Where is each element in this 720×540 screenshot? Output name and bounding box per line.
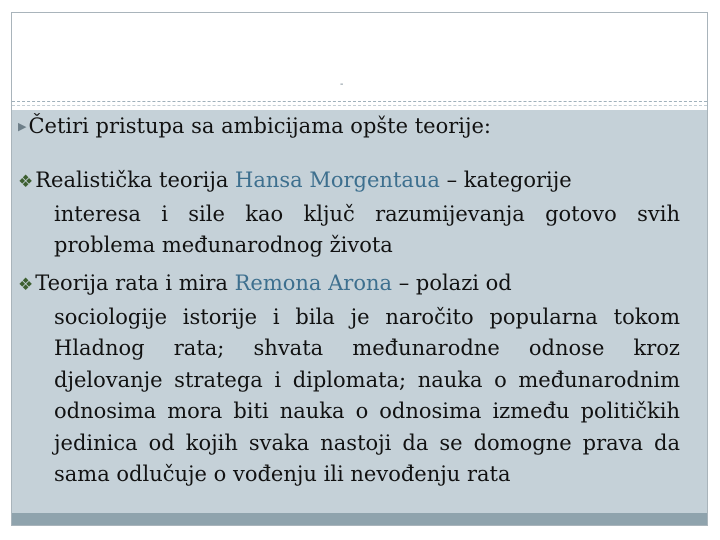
arrow-bullet-icon: ▶ xyxy=(18,120,27,133)
divider-line xyxy=(12,101,707,102)
item-pre-text: Teorija rata i mira xyxy=(35,271,235,295)
bottom-bar xyxy=(12,513,707,525)
item-continuation: sociologije istorije i bila je naročito popularna tokom Hladnog rata; shvata međunarodne odnose kroz djelovanje stratega i diplomata; nauka o međunarodnim odnosima mora biti nauka o odnosima između političkih jedinica od kojih svaka nastoji da se domogne prava da sama odlučuje o vođenju ili nevođenju rata xyxy=(54,304,680,486)
title-area xyxy=(12,13,707,101)
item-continuation: interesa i sile kao ključ razumijevanja gotovo svih problema međunarodnog života xyxy=(54,201,680,257)
title-marker: - xyxy=(340,79,344,90)
author-name: Remona Arona xyxy=(234,271,393,295)
item-pre-text: Realistička teorija xyxy=(35,168,236,192)
divider-line-secondary xyxy=(12,105,707,106)
item-post-text: – kategorije xyxy=(439,168,572,192)
item-post-text: – polazi od xyxy=(392,271,512,295)
list-item xyxy=(18,268,680,491)
lead-text: Četiri pristupa sa ambicijama opšte teorije: xyxy=(28,114,491,138)
list-item xyxy=(18,165,680,262)
diamond-bullet-icon: ❖ xyxy=(18,172,34,192)
lead-bullet xyxy=(18,112,688,141)
author-name: Hansa Morgentaua xyxy=(235,168,440,192)
diamond-bullet-icon: ❖ xyxy=(18,275,34,295)
